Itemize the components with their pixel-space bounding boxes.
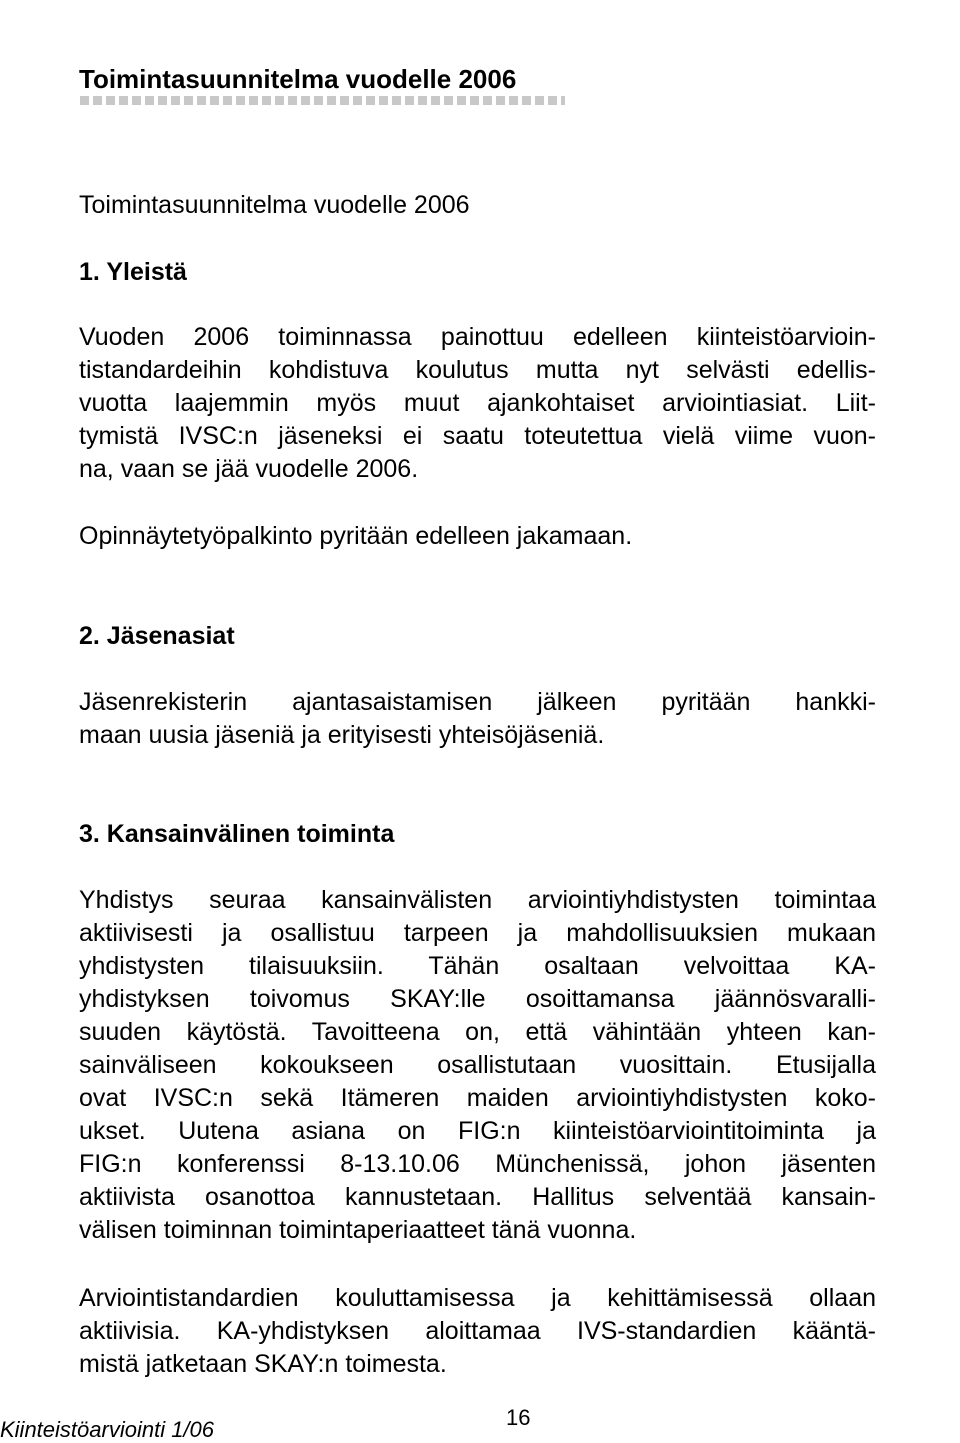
section-3-paragraph-2	[79, 1282, 876, 1381]
text-line: tymistä IVSC:n jäseneksi ei saatu toteutettua vielä viime vuon-	[79, 422, 876, 450]
section-2-paragraph	[79, 686, 876, 752]
footer-page-number: 16	[506, 1405, 531, 1430]
page-header-title: Toimintasuunnitelma vuodelle 2006	[79, 64, 517, 94]
section-1-paragraph-1	[79, 321, 876, 486]
text-line: aktiivisia. KA-yhdistyksen aloittamaa IVS-standardien kääntä-	[79, 1317, 876, 1345]
text-line: vuotta laajemmin myös muut ajankohtaiset arviointiasiat. Liit-	[79, 389, 876, 417]
text-line: aktiivisesti ja osallistuu tarpeen ja mahdollisuuksien mukaan	[79, 919, 876, 947]
section-3-paragraph-1	[79, 884, 876, 1247]
text-line: tistandardeihin kohdistuva koulutus mutta nyt selvästi edellis-	[79, 356, 876, 384]
text-line: ovat IVSC:n sekä Itämeren maiden arviointiyhdistysten koko-	[79, 1084, 876, 1112]
footer-publication: Kiinteistöarviointi 1/06	[0, 1417, 215, 1442]
text-line: ukset. Uutena asiana on FIG:n kiinteistöarviointitoiminta ja	[79, 1117, 876, 1145]
text-line: Jäsenrekisterin ajantasaistamisen jälkeen pyritään hankki-	[79, 688, 876, 716]
section-1-heading: 1. Yleistä	[79, 258, 187, 286]
section-1-paragraph-2: Opinnäytetyöpalkinto pyritään edelleen jakamaan.	[79, 522, 633, 550]
text-line: välisen toiminnan toimintaperiaatteet tänä vuonna.	[79, 1216, 637, 1244]
section-2-heading: 2. Jäsenasiat	[79, 622, 235, 650]
text-line: na, vaan se jää vuodelle 2006.	[79, 455, 419, 483]
section-3-heading: 3. Kansainvälinen toiminta	[79, 820, 395, 848]
text-line: mistä jatketaan SKAY:n toimesta.	[79, 1350, 447, 1378]
header-dotted-rule	[80, 96, 565, 105]
document-title-line: Toimintasuunnitelma vuodelle 2006	[79, 191, 470, 219]
text-line: yhdistysten tilaisuuksiin. Tähän osaltaan velvoittaa KA-	[79, 952, 876, 980]
text-line: Arviointistandardien kouluttamisessa ja kehittämisessä ollaan	[79, 1284, 876, 1312]
text-line: suuden käytöstä. Tavoitteena on, että vähintään yhteen kan-	[79, 1018, 876, 1046]
text-line: aktiivista osanottoa kannustetaan. Hallitus selventää kansain-	[79, 1183, 876, 1211]
text-line: maan uusia jäseniä ja erityisesti yhteisöjäseniä.	[79, 721, 605, 749]
text-line: Yhdistys seuraa kansainvälisten arviointiyhdistysten toimintaa	[79, 886, 876, 914]
text-line: Vuoden 2006 toiminnassa painottuu edelleen kiinteistöarvioin-	[79, 323, 876, 351]
text-line: sainväliseen kokoukseen osallistutaan vuosittain. Etusijalla	[79, 1051, 876, 1079]
text-line: yhdistyksen toivomus SKAY:lle osoittamansa jäännösvaralli-	[79, 985, 876, 1013]
text-line: FIG:n konferenssi 8-13.10.06 Münchenissä, johon jäsenten	[79, 1150, 876, 1178]
